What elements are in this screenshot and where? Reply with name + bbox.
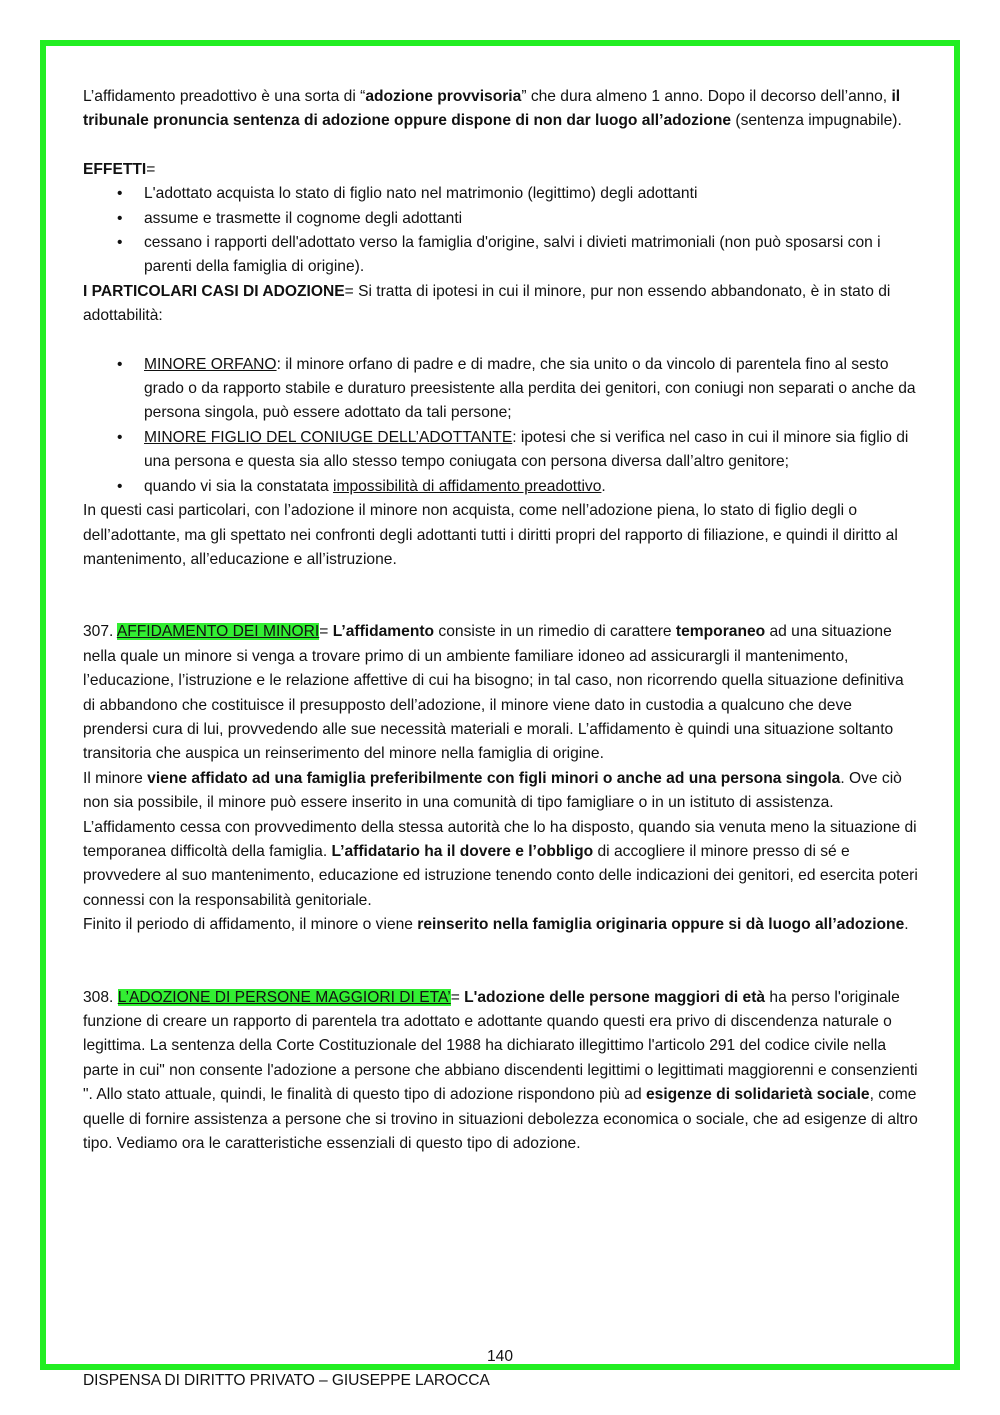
text: .	[601, 477, 606, 495]
bold-text: adozione provvisoria	[365, 88, 522, 105]
list-item: • cessano i rapporti dell'adottato verso la famiglia d'origine, salvi i divieti matrimoniali (non può sposarsi con i parenti della famiglia di origine).	[144, 231, 919, 280]
bold-text: viene affidato ad una famiglia preferibilmente con figli minori o anche ad una persona singola	[147, 769, 841, 787]
text: consiste in un rimedio di carattere	[434, 623, 676, 641]
page-number: 140	[486, 1348, 514, 1365]
text: . Ove ciò non sia possibile, il minore può essere inserito in una comunità di tipo famigliare o in un istituto di assistenza. L’affidamento cessa con provvedimento della stessa autorità che lo ha disposto, quando sia venuta meno la situazione di temporanea difficoltà della famiglia.	[83, 769, 917, 860]
text: L’affidamento preadottivo è una sorta di “	[83, 88, 366, 105]
text: ad una situazione nella quale un minore si venga a trovare primo di un ambiente familiare idoneo ad assicurargli il mantenimento, l’educazione, l’istruzione e le relazione affettive di cui ha bisogno; in tal caso, non ricorrendo quella situazione definitiva di abbandono che costituisce il presupposto dell’adozione, il minore viene dato in custodia a qualcuno che deve prendersi cura di lui, provvedendo alle sue necessità materiali e morali. L’affidamento è quindi una situazione soltanto transitoria che auspica un reinserimento del minore nella famiglia di origine.	[83, 623, 904, 763]
particolari-casi-paragraph	[83, 280, 919, 329]
section-307-paragraph	[83, 620, 919, 766]
text: : il minore orfano di padre e di madre, che sia unito o da vincolo di parentela fino al sesto grado o da rapporto stabile e duraturo preesistente alla perdita dei genitori, con coniugi non separati o anche da persona singola, può essere adottato da tali persone;	[144, 355, 916, 422]
underlined-text: MINORE FIGLIO DEL CONIUGE DELL’ADOTTANTE	[144, 428, 513, 446]
bold-text: L’affidatario ha il dovere e l’obbligo	[331, 842, 594, 860]
list-item	[144, 353, 919, 426]
section-title: AFFIDAMENTO DEI MINORI	[116, 623, 320, 641]
effetti-list	[83, 182, 919, 280]
text: =	[146, 160, 156, 178]
casi-list	[83, 353, 919, 499]
section-307-paragraph-3	[83, 913, 919, 937]
heading-text: EFFETTI	[83, 160, 147, 178]
section-number: 308.	[83, 988, 118, 1006]
page-content	[83, 85, 919, 1156]
text: (sentenza impugnabile).	[731, 112, 902, 130]
heading-text: I PARTICOLARI CASI DI ADOZIONE	[83, 282, 345, 300]
text: ha perso l'originale funzione di creare un rapporto di parentela tra adottato e adottante quando questi era privo di discendenza naturale o legittima. La sentenza della Corte Costituzionale del 1988 ha dichiarato illegittimo l'articolo 291 del codice civile nella parte in cui" non consente l'adozione a persone che abbiano discendenti legittimi o legittimati maggiorenni e consenzienti ". Allo stato attuale, quindi, le finalità di questo tipo di adozione rispondono più ad	[83, 988, 918, 1104]
bold-text: temporaneo	[675, 623, 766, 641]
text: Finito il periodo di affidamento, il minore o viene	[83, 916, 418, 934]
section-307-paragraph-2	[83, 767, 919, 913]
section-number: 307.	[83, 623, 117, 641]
underlined-text: MINORE ORFANO	[144, 355, 277, 373]
text: =	[450, 988, 465, 1006]
text: =	[319, 623, 333, 641]
list-item: • L'adottato acquista lo stato di figlio nato nel matrimonio (legittimo) degli adottanti	[144, 182, 919, 206]
effetti-heading	[83, 158, 919, 182]
text: = Si tratta di ipotesi in cui il minore, pur non essendo abbandonato, è in stato di adottabilità:	[83, 282, 891, 325]
text: .	[904, 916, 909, 934]
text: : ipotesi che si verifica nel caso in cui il minore sia figlio di una persona e questa sia allo stesso tempo coniugata con persona diversa dall’altro genitore;	[144, 428, 909, 471]
section-308-paragraph	[83, 986, 919, 1157]
section-title: L’ADOZIONE DI PERSONE MAGGIORI DI ETA’	[117, 988, 451, 1006]
underlined-text: impossibilità di affidamento preadottivo	[332, 477, 602, 495]
bold-text: esigenze di solidarietà sociale	[645, 1086, 870, 1104]
text: Il minore	[83, 769, 148, 787]
bold-text: il tribunale pronuncia sentenza di adozione oppure dispone di non dar luogo all’adozione	[83, 88, 901, 130]
bold-text: L’affidamento	[332, 623, 435, 641]
paragraph-affidamento-preadottivo	[83, 85, 919, 134]
page-footer: DISPENSA DI DIRITTO PRIVATO – GIUSEPPE LAROCCA	[83, 1372, 490, 1389]
text: , come quelle di fornire assistenza a persone che si trovino in situazioni debolezza economica o sociale, che ad esigenze di altro tipo. Vediamo ora le caratteristiche essenziali di questo tipo di adozione.	[83, 1086, 918, 1153]
text: di accogliere il minore presso di sé e provvedere al suo mantenimento, educazione ed istruzione tenendo conto delle indicazioni dei genitori, ed esercita poteri connessi con la responsabilità genitoriale.	[83, 842, 918, 909]
bold-text: reinserito nella famiglia originaria oppure si dà luogo all’adozione	[417, 916, 905, 934]
text: quando vi sia la constatata	[144, 477, 333, 495]
casi-closing-paragraph: In questi casi particolari, con l’adozione il minore non acquista, come nell’adozione piena, lo stato di figlio degli o dell’adottante, ma gli spettato nei confronti degli adottanti tutti i diritti propri del rapporto di filiazione, e quindi il diritto al mantenimento, all’educazione e all’istruzione.	[83, 502, 898, 568]
list-item: • assume e trasmette il cognome degli adottanti	[144, 207, 919, 231]
list-item	[144, 426, 919, 475]
bold-text: L'adozione delle persone maggiori di età	[464, 988, 766, 1006]
text: ” che dura almeno 1 anno. Dopo il decorso dell’anno,	[521, 88, 892, 105]
list-item	[144, 475, 919, 499]
